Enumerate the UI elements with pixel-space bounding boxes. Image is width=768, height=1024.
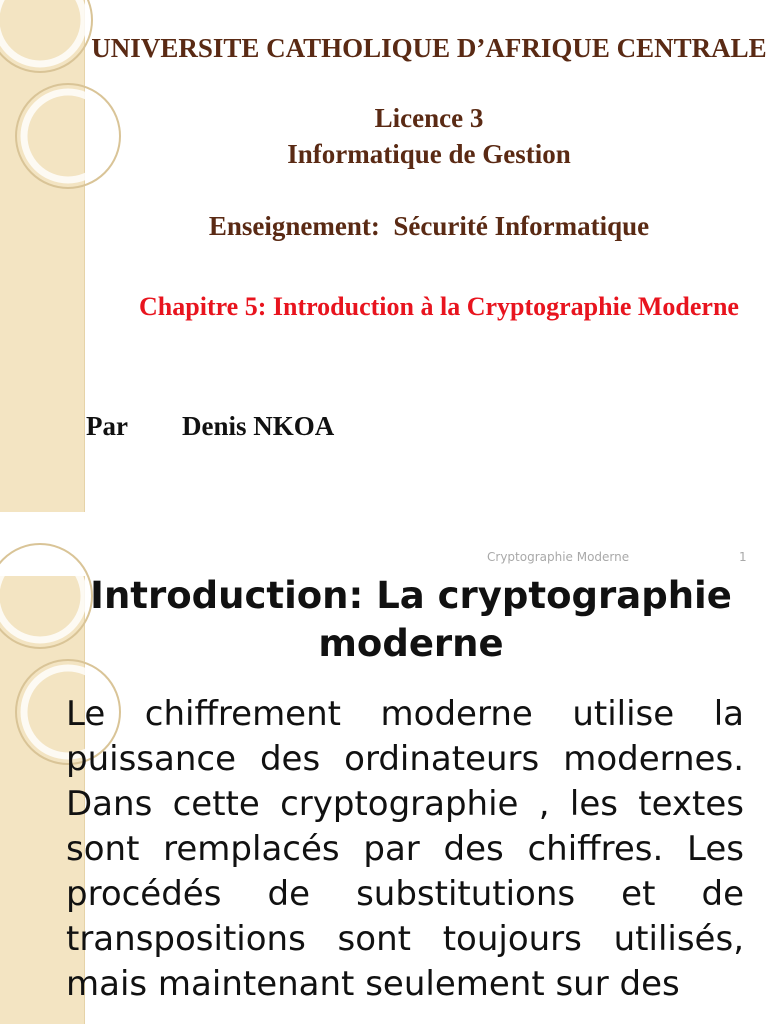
decorative-side-strip [0, 0, 85, 512]
slide-page-number: 1 [739, 550, 747, 564]
slide-2 [0, 576, 768, 1024]
course-title: Enseignement: Sécurité Informatique [208, 211, 650, 241]
slide-title: Introduction: La cryptographie moderne [90, 574, 732, 665]
slide-body-text: Le chiffrement moderne utilise la puissance des ordinateurs modernes. Dans cette cryptographie , les textes sont remplacés par des chiffres. Les procédés de substitutions et de transpositions sont toujours utilisés, mais maintenant seulement sur des [66, 694, 744, 1004]
decorative-circles-icon [0, 0, 84, 512]
author-line [86, 408, 334, 444]
level: Licence 3 [374, 103, 484, 133]
university-name: UNIVERSITE CATHOLIQUE D’AFRIQUE CENTRALE [91, 33, 767, 63]
chapter-title: Chapitre 5: Introduction à la Cryptographie Moderne [139, 292, 739, 321]
slide-footer-title: Cryptographie Moderne [487, 550, 630, 564]
program: Informatique de Gestion [287, 139, 571, 169]
author-name: Denis NKOA [181, 411, 335, 441]
author-prefix: Par [86, 411, 128, 441]
